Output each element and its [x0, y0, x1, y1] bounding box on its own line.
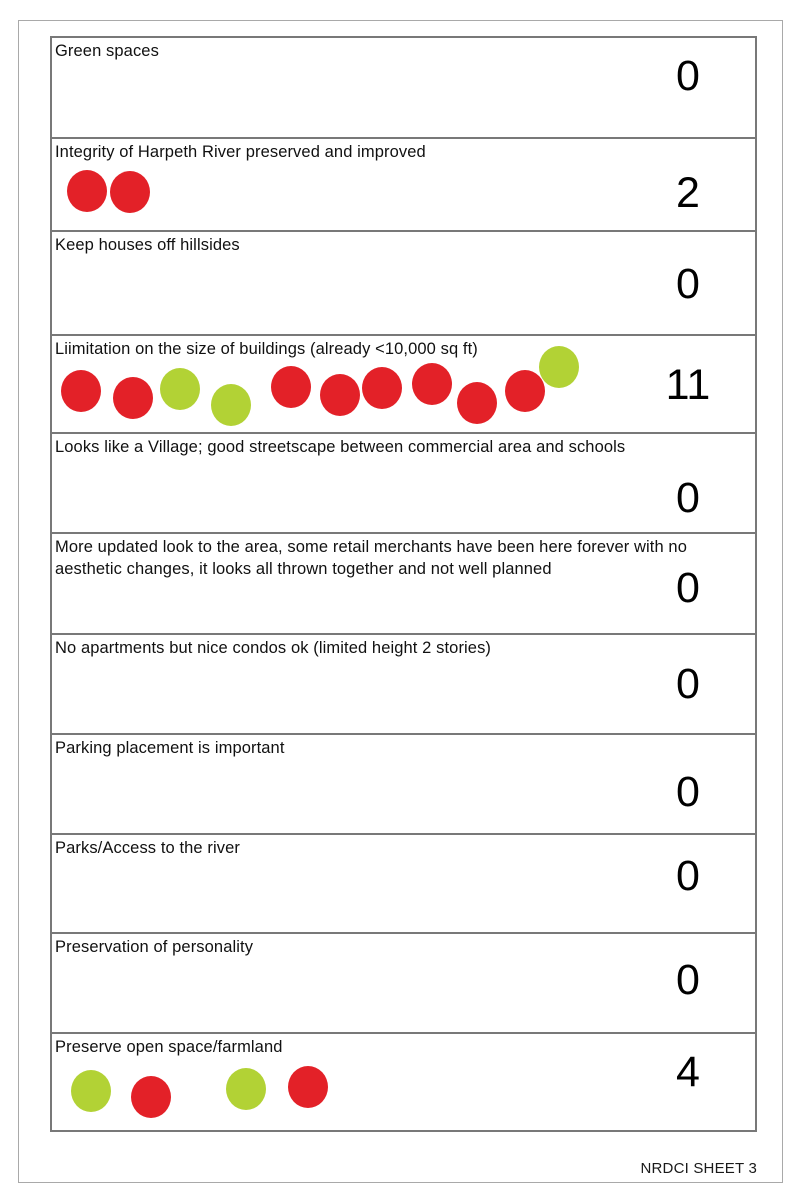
vote-dot-red [271, 366, 311, 408]
row-label: Parks/Access to the river [55, 839, 240, 857]
row-label: Liimitation on the size of buildings (already <10,000 sq ft) [55, 340, 478, 358]
vote-dot-red [61, 370, 101, 412]
vote-dot-green [226, 1068, 266, 1110]
row-label: No apartments but nice condos ok (limited height 2 stories) [55, 639, 492, 657]
row-label: Preserve open space/farmland [55, 1038, 283, 1056]
table-row [52, 432, 755, 532]
vote-dot-red [131, 1076, 171, 1118]
vote-count: 0 [676, 852, 700, 900]
vote-dot-green [539, 346, 579, 388]
row-label: Preservation of personality [55, 938, 254, 956]
vote-count: 2 [676, 169, 700, 217]
table-row [52, 833, 755, 932]
vote-dot-red [457, 382, 497, 424]
vote-count: 0 [676, 660, 700, 708]
row-label: Integrity of Harpeth River preserved and improved [55, 143, 426, 161]
vote-dot-red [320, 374, 360, 416]
table-row [52, 334, 755, 432]
vote-dot-red [113, 377, 153, 419]
vote-count: 4 [676, 1048, 700, 1096]
vote-dot-red [110, 171, 150, 213]
row-label: Looks like a Village; good streetscape between commercial area and schools [55, 438, 626, 456]
vote-count: 0 [676, 52, 700, 100]
row-label: More updated look to the area, some retail merchants have been here forever with no aesthetic changes, it looks all thrown together and not well planned [55, 538, 687, 578]
vote-dot-red [288, 1066, 328, 1108]
row-label: Green spaces [55, 42, 159, 60]
vote-dot-green [71, 1070, 111, 1112]
vote-count: 11 [665, 361, 711, 409]
vote-dot-red [362, 367, 402, 409]
table-row [52, 932, 755, 1032]
vote-count: 0 [676, 564, 700, 612]
table-row [52, 137, 755, 230]
vote-dot-red [505, 370, 545, 412]
row-label: Parking placement is important [55, 739, 285, 757]
row-label: Keep houses off hillsides [55, 236, 240, 254]
vote-count: 0 [676, 474, 700, 522]
vote-count: 0 [676, 956, 700, 1004]
sheet-footer-label: NRDCI SHEET 3 [640, 1160, 757, 1177]
table-row [52, 633, 755, 733]
vote-dot-red [67, 170, 107, 212]
table-row [52, 230, 755, 334]
vote-dot-green [160, 368, 200, 410]
table-row [52, 1032, 755, 1130]
vote-count: 0 [676, 260, 700, 308]
vote-count: 0 [676, 768, 700, 816]
table-row [52, 532, 755, 633]
table-row [52, 38, 755, 137]
table-row [52, 733, 755, 833]
dot-vote-tally-table [50, 36, 757, 1132]
vote-dot-red [412, 363, 452, 405]
vote-dot-green [211, 384, 251, 426]
